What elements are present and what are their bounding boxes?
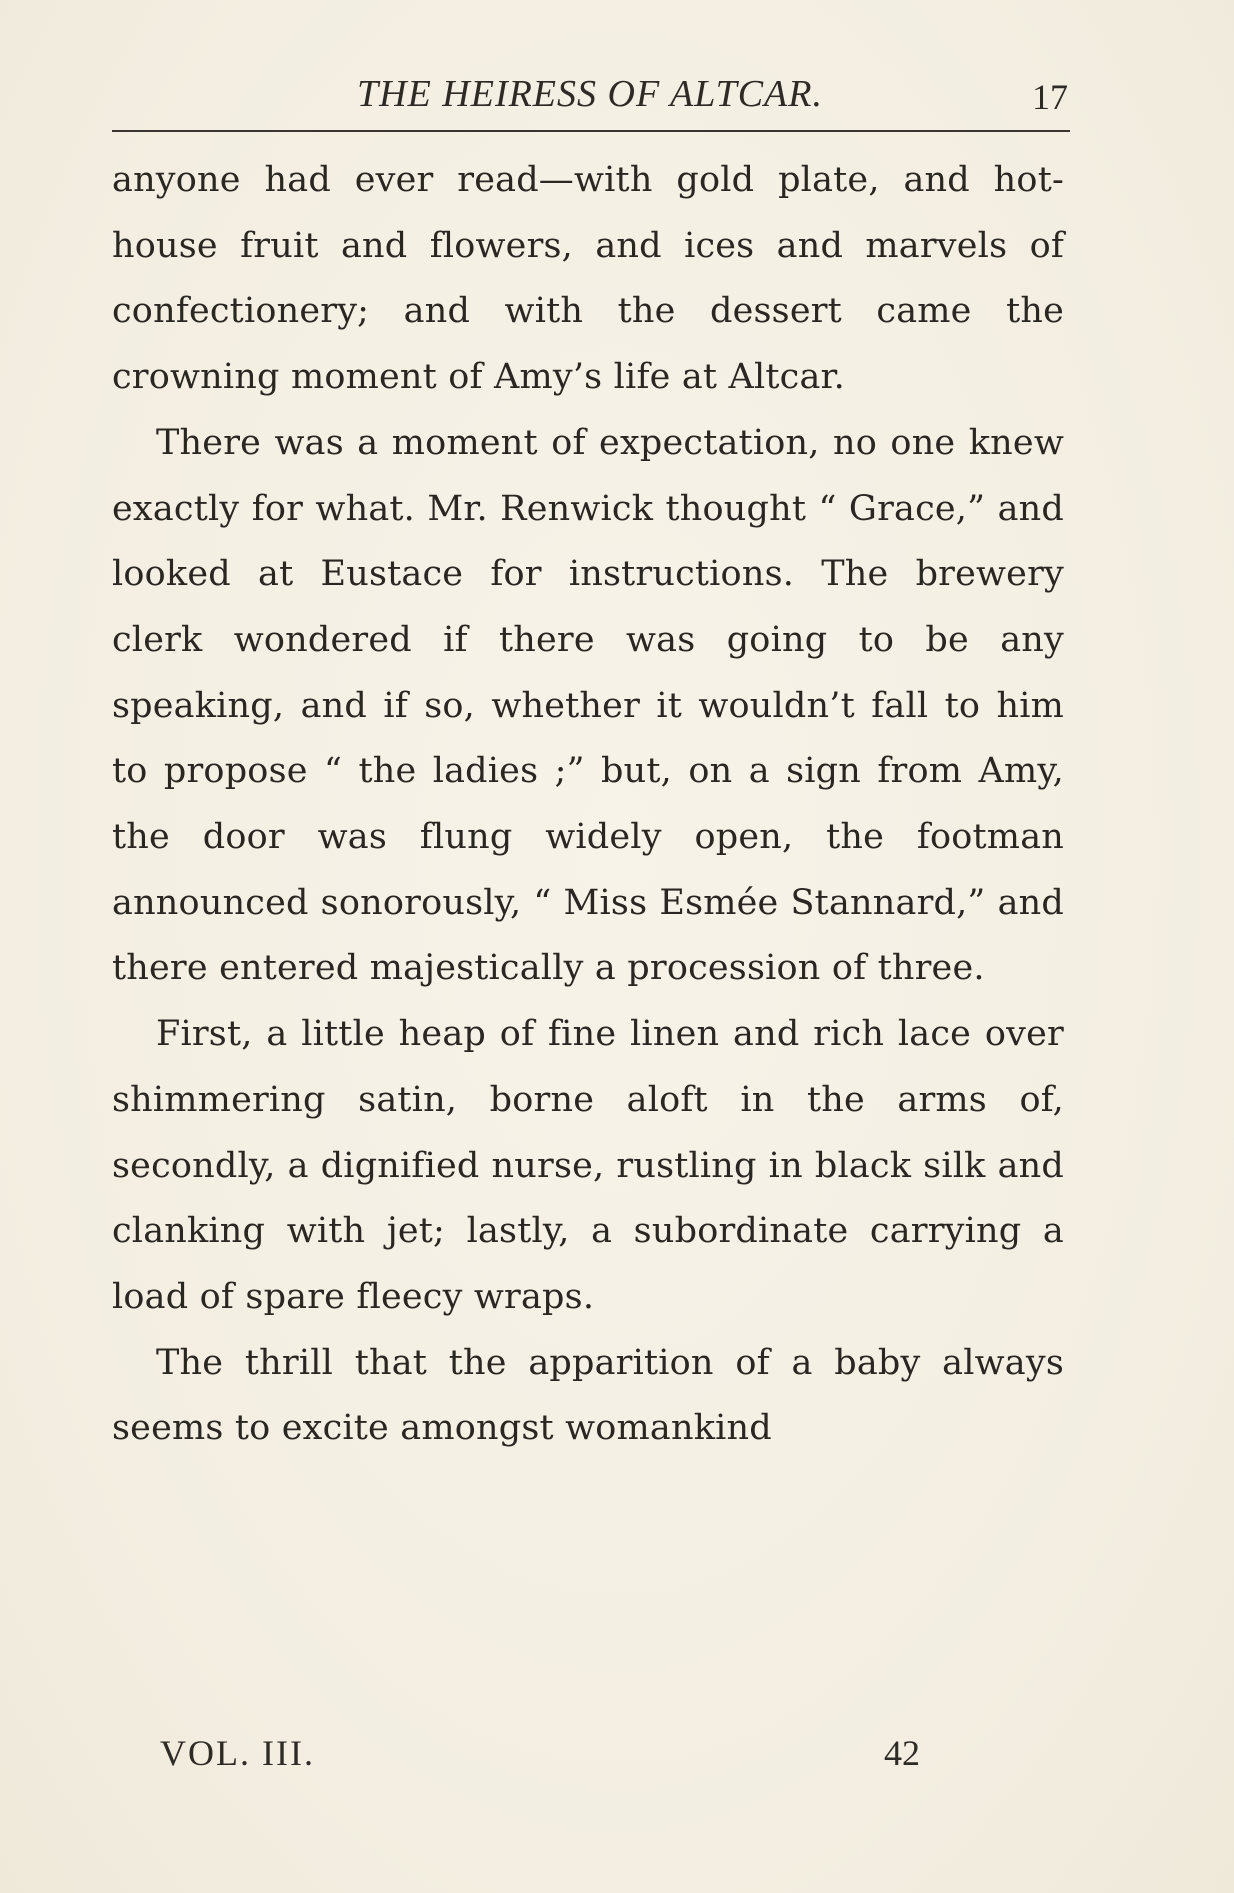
paragraph-3: First, a little heap of fine linen and rich lace over shimmering satin, borne aloft in the arms of, secondly, a dignified nurse, rustling in black silk and clanking with jet; lastly, a subordinate carrying a load of spare fleecy wraps. (112, 1014, 1064, 1317)
running-head (112, 72, 1068, 120)
header-rule (112, 130, 1070, 132)
signature-mark: 42 (884, 1733, 920, 1773)
paragraph-1: anyone had ever read—with gold plate, and hot-house fruit and flowers, and ices and marvels of confectionery; and with the dessert came the crowning moment of Amy’s life at Altcar. (112, 160, 1064, 398)
body-text (112, 148, 1064, 1462)
running-title: THE HEIRESS OF ALTCAR. (357, 73, 823, 115)
paragraph-4: The thrill that the apparition of a baby always seems to excite amongst womankind (112, 1342, 1064, 1449)
page-footer (160, 1732, 920, 1782)
page-number: 17 (1032, 77, 1068, 117)
paragraph-2: There was a moment of expectation, no one knew exactly for what. Mr. Renwick thought “ Grace,” and looked at Eustace for instructions. The brewery clerk wondered if there was going to be any speaking, and if so, whether it wouldn’t fall to him to propose “ the ladies ;” but, on a sign from Amy, the door was flung widely open, the footman announced sonorously, “ Miss Esmée Stannard,” and there entered majestically a procession of three. (112, 422, 1064, 989)
volume-label: VOL. III. (160, 1733, 315, 1773)
